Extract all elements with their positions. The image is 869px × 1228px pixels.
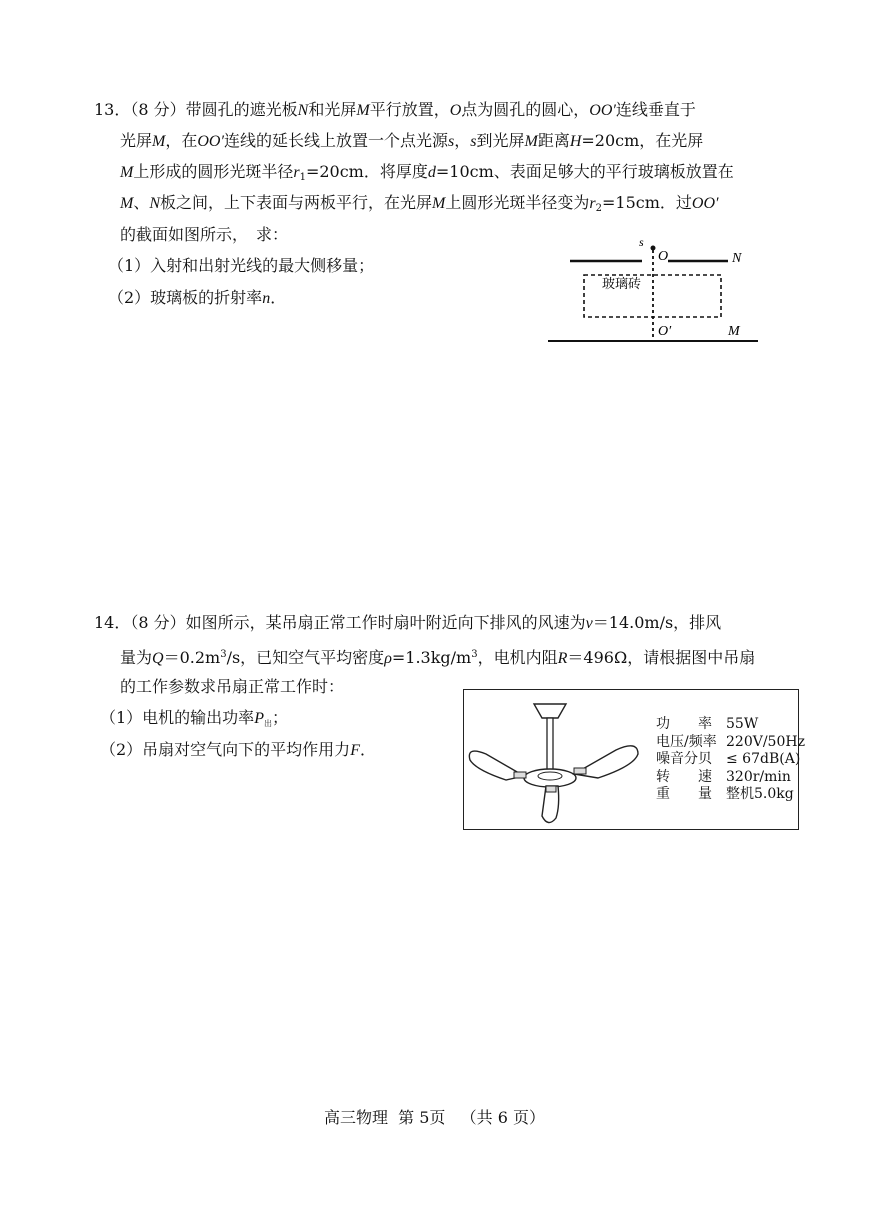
q13-text: （2）玻璃板的折射率 <box>108 288 263 307</box>
q14-text: /s，已知空气平均密度 <box>226 648 385 667</box>
q14-line-1 <box>94 613 721 634</box>
var-d: d <box>427 164 436 181</box>
q13-subquestion-2 <box>108 288 286 309</box>
q14-text: ． <box>359 740 376 759</box>
var-s: s <box>447 133 455 150</box>
q14-text: ＝0.2m <box>163 648 221 667</box>
label-m: M <box>728 324 740 339</box>
q13-text: 和光屏 <box>308 100 357 119</box>
var-OOp: OO′ <box>691 195 719 212</box>
q14-line-2 <box>120 645 755 669</box>
sup-3: 3 <box>220 649 227 660</box>
spec-row-weight <box>656 786 805 804</box>
spec-value: 整机5.0kg <box>726 786 794 802</box>
q14-number: 14． <box>94 613 131 632</box>
q13-text: 到光屏 <box>476 131 525 150</box>
q14-text: ＝14.0m/s，排风 <box>592 613 722 632</box>
q13-line-4 <box>120 193 719 219</box>
spec-label: 噪音分贝 <box>656 751 712 767</box>
label-o: O <box>658 249 669 264</box>
q14-text: 量为 <box>120 648 153 667</box>
fan-motor-top <box>538 772 562 780</box>
q13-text: 板之间，上下表面与两板平行，在光屏 <box>160 193 433 212</box>
fan-bracket-left <box>514 772 526 778</box>
q13-text: 上形成的圆形光斑半径 <box>133 162 294 181</box>
label-n: N <box>732 251 742 266</box>
var-M: M <box>432 195 446 212</box>
page-footer: 高三物理 第 5页 （共 6 页） <box>323 1108 546 1127</box>
var-N: N <box>149 195 161 212</box>
q14-subquestion-2 <box>100 740 376 761</box>
spec-label: 转 速 <box>656 768 712 785</box>
q13-figure <box>540 230 770 350</box>
q13-line-2 <box>120 131 703 152</box>
spec-value: 220V/50Hz <box>726 733 805 750</box>
q14-line-3: 的工作参数求吊扇正常工作时： <box>120 677 345 696</box>
var-Q: Q <box>152 650 164 667</box>
var-M: M <box>524 133 538 150</box>
sub-2: 2 <box>595 203 602 214</box>
q13-text: 点为圆孔的圆心， <box>461 100 590 119</box>
q13-text: 连线垂直于 <box>615 100 696 119</box>
q13-line-3 <box>120 162 734 188</box>
q13-number: 13． <box>94 100 131 119</box>
var-OOp: OO′ <box>589 102 616 119</box>
var-H: H <box>569 133 582 150</box>
var-n: n <box>262 290 271 307</box>
var-r: r <box>293 164 300 181</box>
fan-figure-box <box>463 689 805 830</box>
label-op: O′ <box>658 324 672 339</box>
q14-text: 如图所示，某吊扇正常工作时扇叶附近向下排风的风速为 <box>185 613 586 632</box>
sub-1: 1 <box>299 172 306 183</box>
sup-3: 3 <box>471 649 478 660</box>
q13-text: 上圆形光斑半径变为 <box>445 193 590 212</box>
q13-text: ，在 <box>165 131 198 150</box>
spec-value: 320r/min <box>726 768 791 785</box>
fan-bracket-right <box>574 768 586 774</box>
q14-points: （8 分） <box>130 613 186 632</box>
q13-points: （8 分） <box>130 100 186 119</box>
var-OOp: OO′ <box>197 133 224 150</box>
spec-value: ≤ 67dB(A) <box>726 751 801 767</box>
spec-label: 功 率 <box>656 716 712 732</box>
fan-canopy <box>534 704 566 718</box>
fan-downrod <box>547 718 553 770</box>
spec-row-power <box>656 716 805 734</box>
q13-text: =15cm．过 <box>601 193 692 212</box>
q14-text: ； <box>271 708 288 727</box>
q14-text: （2）吊扇对空气向下的平均作用力 <box>100 740 351 759</box>
var-F: F <box>350 742 360 759</box>
q13-text: ， <box>454 131 471 150</box>
fan-bracket-front <box>546 786 556 792</box>
var-M: M <box>120 195 134 212</box>
fan-spec-table <box>656 716 805 804</box>
var-N: N <box>297 102 309 119</box>
var-M: M <box>152 133 166 150</box>
ceiling-fan-image <box>466 698 656 828</box>
label-s: s <box>639 235 644 249</box>
q13-line-5: 的截面如图所示， 求： <box>120 225 289 244</box>
q13-text: 带圆孔的遮光板 <box>185 100 298 119</box>
label-glass: 玻璃砖 <box>602 277 642 292</box>
q13-text: 光屏 <box>120 131 153 150</box>
spec-row-speed <box>656 769 805 787</box>
var-M: M <box>120 164 134 181</box>
var-P: P <box>254 710 264 727</box>
q13-text: 、 <box>133 193 150 212</box>
q13-text: =10cm、表面足够大的平行玻璃板放置在 <box>435 162 734 181</box>
q13-text: ． <box>270 288 287 307</box>
spec-value: 55W <box>726 716 759 732</box>
q13-subquestion-1: （1）入射和出射光线的最大侧移量； <box>108 256 375 275</box>
spec-row-voltage <box>656 734 805 752</box>
q13-line-1 <box>94 100 696 121</box>
spec-label: 重 量 <box>656 786 712 802</box>
var-v: v <box>585 615 593 632</box>
q13-text: =20cm．将厚度 <box>305 162 428 181</box>
var-r: r <box>589 195 596 212</box>
q13-text: 连线的延长线上放置一个点光源 <box>223 131 448 150</box>
q14-text: =1.3kg/m <box>391 648 472 667</box>
sub-out: 出 <box>263 719 272 728</box>
point-source <box>651 246 656 251</box>
q13-text: 距离 <box>537 131 570 150</box>
q14-subquestion-1 <box>100 708 288 734</box>
q14-text: （1）电机的输出功率 <box>100 708 255 727</box>
var-rho: ρ <box>384 650 392 667</box>
q14-text: ＝496Ω，请根据图中吊扇 <box>567 648 756 667</box>
q13-text: =20cm，在光屏 <box>581 131 704 150</box>
var-O: O <box>449 102 462 119</box>
var-M: M <box>356 102 370 119</box>
q14-text: ，电机内阻 <box>477 648 558 667</box>
spec-row-noise <box>656 751 805 769</box>
var-s: s <box>470 133 477 150</box>
var-R: R <box>557 650 568 667</box>
spec-label: 电压/频率 <box>656 733 717 750</box>
q13-text: 平行放置， <box>369 100 450 119</box>
